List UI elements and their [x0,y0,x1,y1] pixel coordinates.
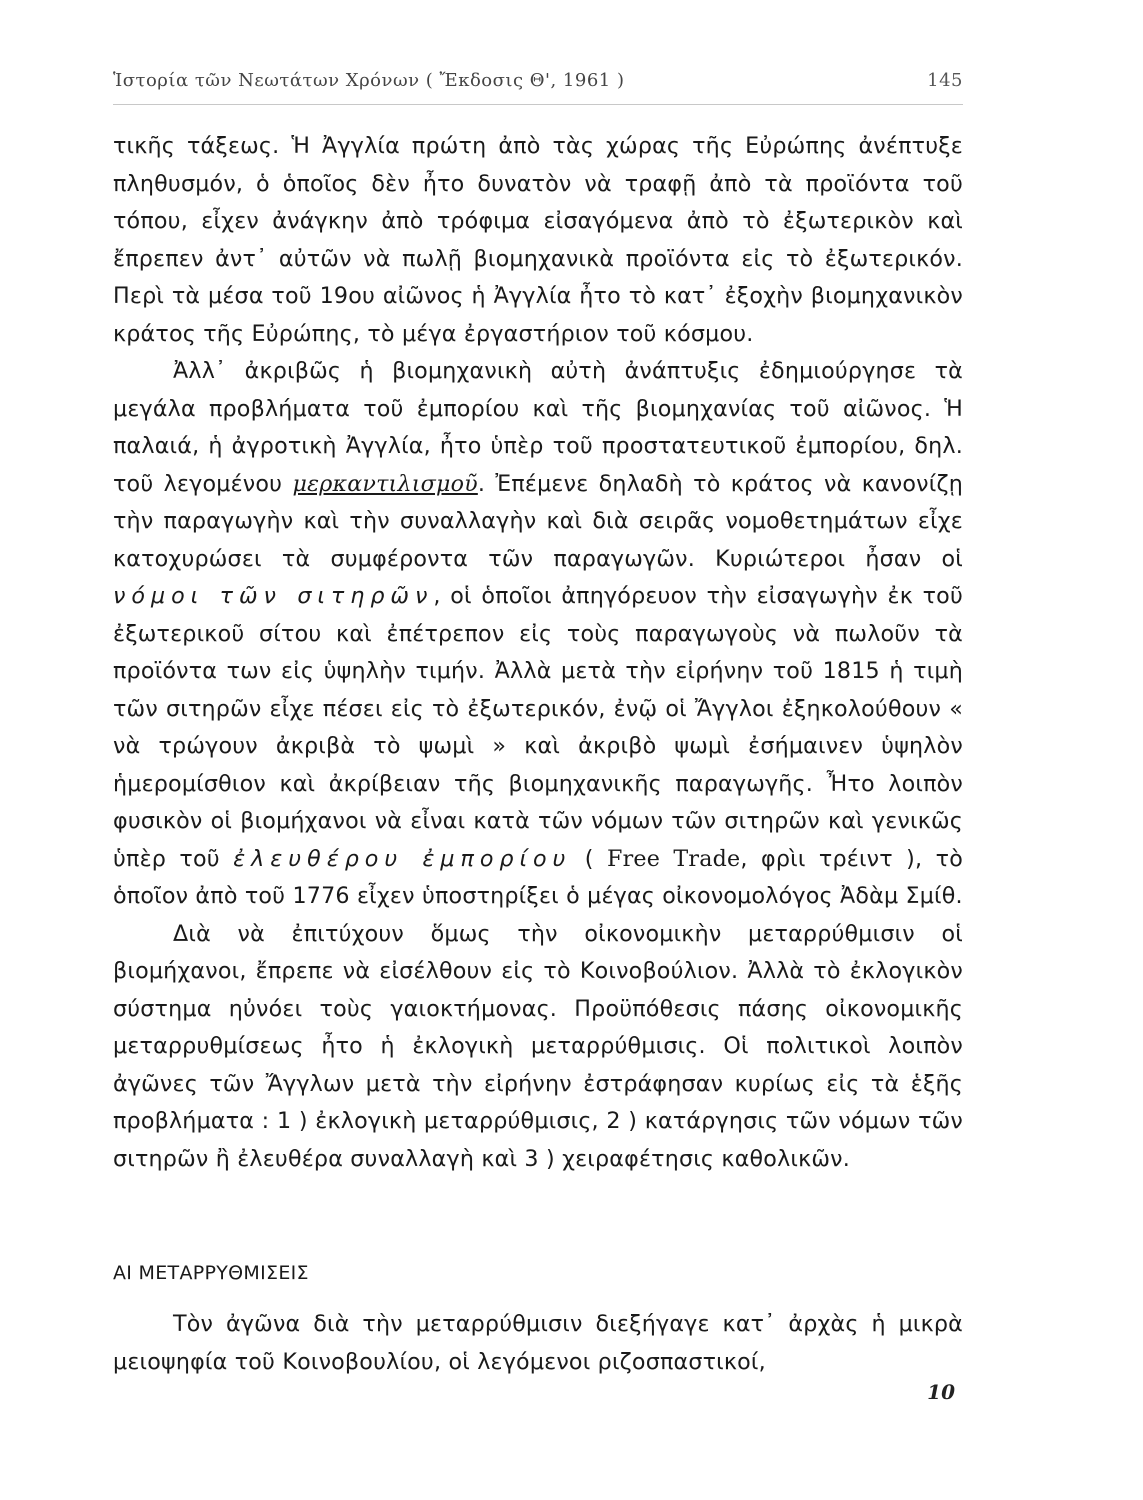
paragraph [113,1306,963,1381]
paragraph [113,128,963,353]
page-number: 145 [927,70,963,91]
text-run: , φρὶι τρέιντ ), τὸ ὁποῖον ἀπὸ τοῦ 1776 εἶχεν ὑποστηρίξει ὁ μέγας οἰκονομολόγος Ἀδὰμ Σμίθ. [113,845,963,909]
section-heading: ΑΙ ΜΕΤΑΡΡΥΘΜΙΣΕΙΣ [113,1262,309,1284]
text-run: Ἀλλ᾽ ἀκριβῶς ἡ βιομηχανικὴ αὐτὴ ἀνάπτυξις ἐδημιούργησε τὰ μεγάλα προβλήματα τοῦ ἐμπορίου καὶ τῆς βιομηχανίας τοῦ αἰῶνος. Ἡ παλαιά, ἡ ἀγροτικὴ Ἀγγλία, ἦτο ὑπὲρ τοῦ προστατευτικοῦ ἐμπορίου, δηλ. τοῦ λεγομένου [113,358,963,497]
text-spaced: νόμοι τῶν σιτηρῶν [113,583,434,609]
text-run: τικῆς τάξεως. Ἡ Ἀγγλία πρώτη ἀπὸ τὰς χώρας τῆς Εὐρώπης ἀνέπτυξε πληθυσμόν, ὁ ὁποῖος δὲν ἦτο δυνατὸν νὰ τραφῇ ἀπὸ τὰ προϊόντα τοῦ τόπου, εἶχεν ἀνάγκην ἀπὸ τρόφιμα εἰσαγόμενα ἀπὸ τὸ ἐξωτερικὸν καὶ ἔπρεπεν ἀντ᾽ αὐτῶν νὰ πωλῇ βιομηχανικὰ προϊόντα εἰς τὸ ἐξωτερικόν. Περὶ τὰ μέσα τοῦ 19ου αἰῶνος ἡ Ἀγγλία ἦτο τὸ κατ᾽ ἐξοχὴν βιομηχανικὸν κράτος τῆς Εὐρώπης, τὸ μέγα ἐργαστήριον τοῦ κόσμου. [113,133,963,347]
text-spaced: ἐλευθέρου ἐμπορίου [233,845,572,872]
paragraph [113,916,963,1179]
text-latin: Free Trade [607,845,741,872]
text-ital: μερκαντιλισμοῦ [292,470,478,497]
text-run: Τὸν ἀγῶνα διὰ τὴν μεταρρύθμισιν διεξήγαγε κατ᾽ ἀρχὰς ἡ μικρὰ μειοψηφία τοῦ Κοινοβουλίου, οἱ λεγόμενοι ριζοσπαστικοί, [113,1311,963,1375]
text-run: , οἱ ὁποῖοι ἀπηγόρευον τὴν εἰσαγωγὴν ἐκ τοῦ ἐξωτερικοῦ σίτου καὶ ἐπέτρεπον εἰς τοὺς παραγωγοὺς νὰ πωλοῦν τὰ προϊόντα των εἰς ὑψηλὴν τιμήν. Ἀλλὰ μετὰ τὴν εἰρήνην τοῦ 1815 ἡ τιμὴ τῶν σιτηρῶν εἶχε πέσει εἰς τὸ ἐξωτερικόν, ἐνῷ οἱ Ἄγγλοι ἐξηκολούθουν « νὰ τρώγουν ἀκριβὰ τὸ ψωμὶ » καὶ ἀκριβὸ ψωμὶ ἐσήμαινεν ὑψηλὸν ἡμερομίσθιον καὶ ἀκρίβειαν τῆς βιομηχανικῆς παραγωγῆς. Ἦτο λοιπὸν φυσικὸν οἱ βιομήχανοι νὰ εἶναι κατὰ τῶν νόμων τῶν σιτηρῶν καὶ γενικῶς ὑπὲρ τοῦ [113,583,963,872]
text-run: ( [571,845,607,872]
body-text-part2 [113,1306,963,1381]
signature-mark: 10 [927,1380,955,1404]
text-run: Διὰ νὰ ἐπιτύχουν ὅμως τὴν οἰκονομικὴν μεταρρύθμισιν οἱ βιομήχανοι, ἔπρεπε νὰ εἰσέλθουν εἰς τὸ Κοινοβούλιον. Ἀλλὰ τὸ ἐκλογικὸν σύστημα ηὐνόει τοὺς γαιοκτήμονας. Προϋπόθεσις πάσης οἰκονομικῆς μεταρρυθμίσεως ἦτο ἡ ἐκλογικὴ μεταρρύθμισις. Οἱ πολιτικοὶ λοιπὸν ἀγῶνες τῶν Ἄγγλων μετὰ τὴν εἰρήνην ἐστράφησαν κυρίως εἰς τὰ ἑξῆς προβλήματα : 1 ) ἐκλογικὴ μεταρρύθμισις, 2 ) κατάργησις τῶν νόμων τῶν σιτηρῶν ἢ ἐλευθέρα συναλλαγὴ καὶ 3 ) χειραφέτησις καθολικῶν. [113,920,963,1172]
body-text-part1 [113,128,963,1178]
running-head [113,64,963,105]
text-run: . Ἐπέμενε δηλαδὴ τὸ κράτος νὰ κανονίζῃ τὴν παραγωγὴν καὶ τὴν συναλλαγὴν καὶ διὰ σειρᾶς νομοθετημάτων εἶχε κατοχυρώσει τὰ συμφέροντα τῶν παραγωγῶν. Κυριώτεροι ἦσαν οἱ [113,470,964,572]
paragraph [113,353,963,916]
running-head-title: Ἱστορία τῶν Νεωτάτων Χρόνων ( Ἔκδοσις Θ', 1961 ) [113,70,625,91]
